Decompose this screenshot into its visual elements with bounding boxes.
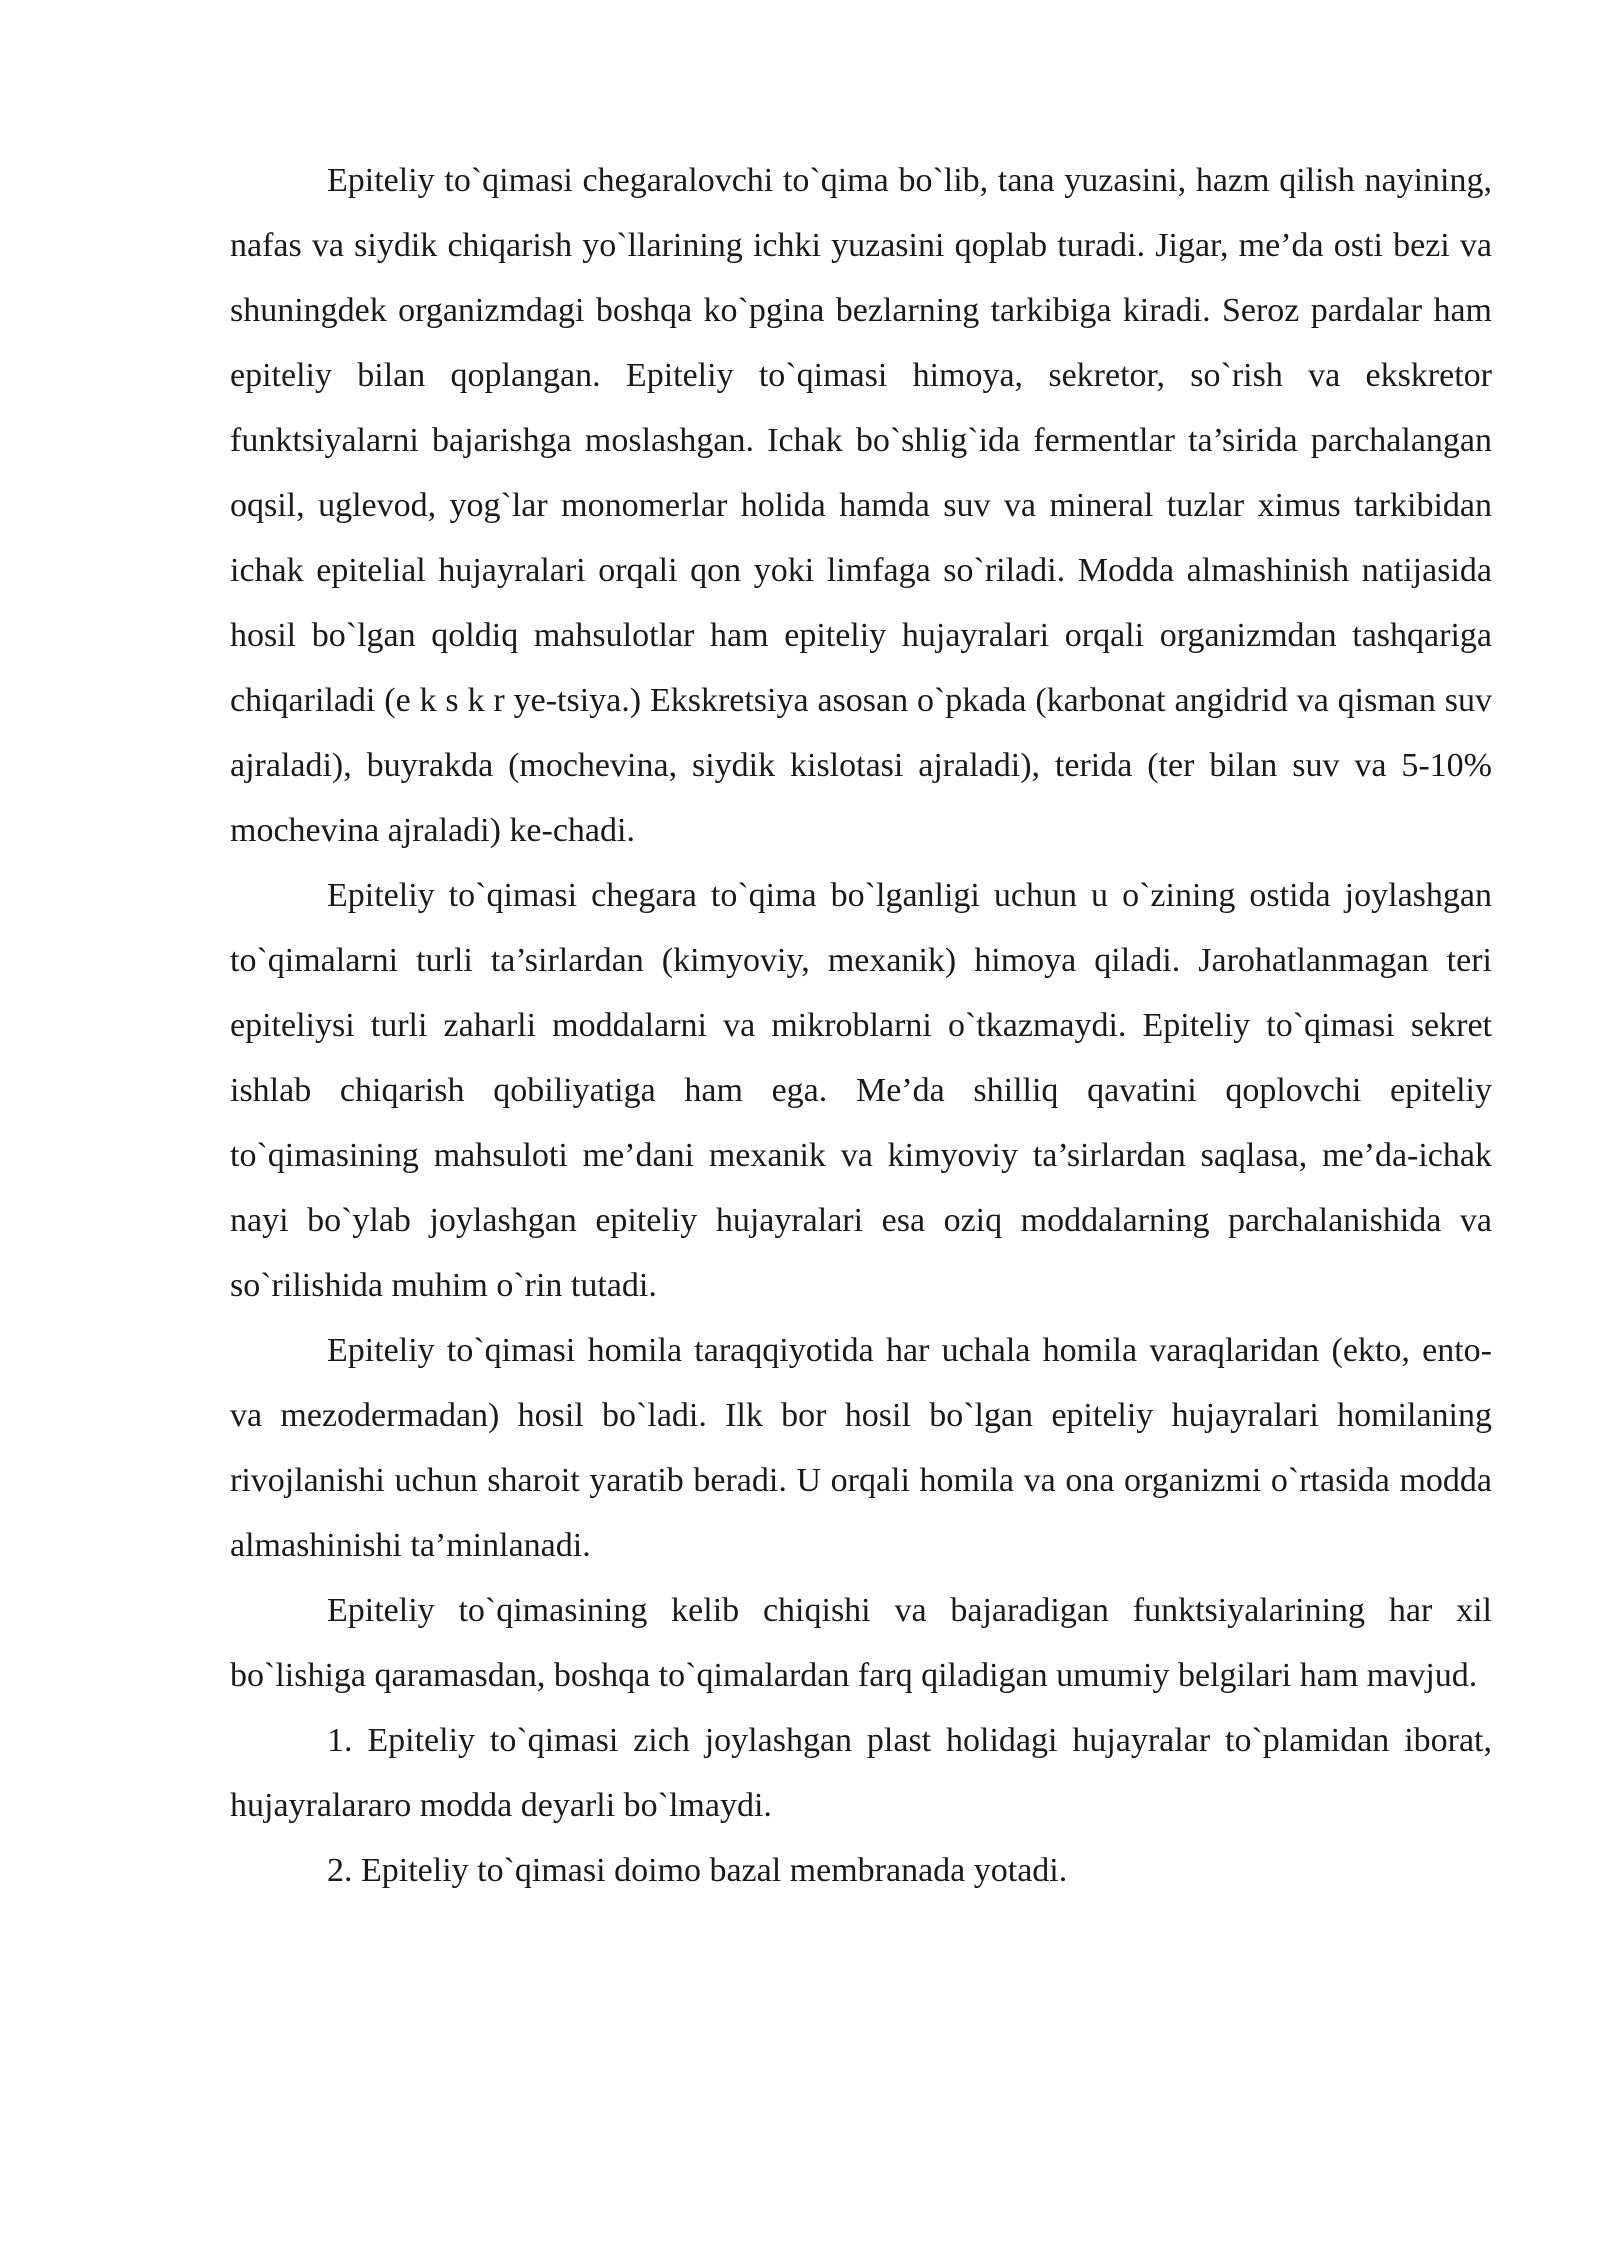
list-item-feature-2: 2. Epiteliy to`qimasi doimo bazal membranada yotadi. bbox=[327, 1852, 1068, 1889]
paragraph-protective-function: Epiteliy to`qimasi chegara to`qima bo`lganligi uchun u o`zining ostida joylashgan to`qimalarni turli ta’sirlardan (kimyoviy, mexanik) himoya qiladi. Jarohatlanmagan teri epiteliysi turli zaharli moddalarni va mikroblarni o`tkazmaydi. Epiteliy to`qimasi sekret ishlab chiqarish qobiliyatiga ham ega. Me’da shilliq qavatini qoplovchi epiteliy to`qimasining mahsuloti me’dani mexanik va kimyoviy ta’sirlardan saqlasa, me’da-ichak nayi bo`ylab joylashgan epiteliy hujayralari esa oziq moddalarning parchalanishida va so`rilishida muhim o`rin tutadi. bbox=[230, 877, 1492, 1304]
document-body bbox=[230, 148, 1492, 1903]
paragraph-embryonic-origin: Epiteliy to`qimasi homila taraqqiyotida har uchala homila varaqlaridan (ekto, ento- va mezodermadan) hosil bo`ladi. Ilk bor hosil bo`lgan epiteliy hujayralari homilaning rivojlanishi uchun sharoit yaratib beradi. U orqali homila va ona organizmi o`rtasida modda almashinishi ta’minlanadi. bbox=[230, 1332, 1492, 1564]
paragraph-epithelium-intro: Epiteliy to`qimasi chegaralovchi to`qima bo`lib, tana yuzasini, hazm qilish nayining, nafas va siydik chiqarish yo`llarining ichki yuzasini qoplab turadi. Jigar, me’da osti bezi va shuningdek organizmdagi boshqa ko`pgina bezlarning tarkibiga kiradi. Seroz pardalar ham epiteliy bilan qoplangan. Epiteliy to`qimasi himoya, sekretor, so`rish va ekskretor funktsiyalarni bajarishga moslashgan. Ichak bo`shlig`ida fermentlar ta’sirida parchalangan oqsil, uglevod, yog`lar monomerlar holida hamda suv va mineral tuzlar ximus tarkibidan ichak epitelial hujayralari orqali qon yoki limfaga so`riladi. Modda almashinish natijasida hosil bo`lgan qoldiq mahsulotlar ham epiteliy hujayralari orqali organizmdan tashqariga chiqariladi (e k s k r ye-tsiya.) Ekskretsiya asosan o`pkada (karbonat angidrid va qisman suv ajraladi), buyrakda (mochevina, siydik kislotasi ajraladi), terida (ter bilan suv va 5-10% mochevina ajraladi) ke-chadi. bbox=[230, 162, 1492, 849]
paragraph-common-features: Epiteliy to`qimasining kelib chiqishi va bajaradigan funktsiyalarining har xil bo`lishiga qaramasdan, boshqa to`qimalardan farq qiladigan umumiy belgilari ham mavjud. bbox=[230, 1592, 1492, 1694]
list-item-feature-1: 1. Epiteliy to`qimasi zich joylashgan plast holidagi hujayralar to`plamidan iborat, hujayralararo modda deyarli bo`lmaydi. bbox=[230, 1722, 1492, 1824]
